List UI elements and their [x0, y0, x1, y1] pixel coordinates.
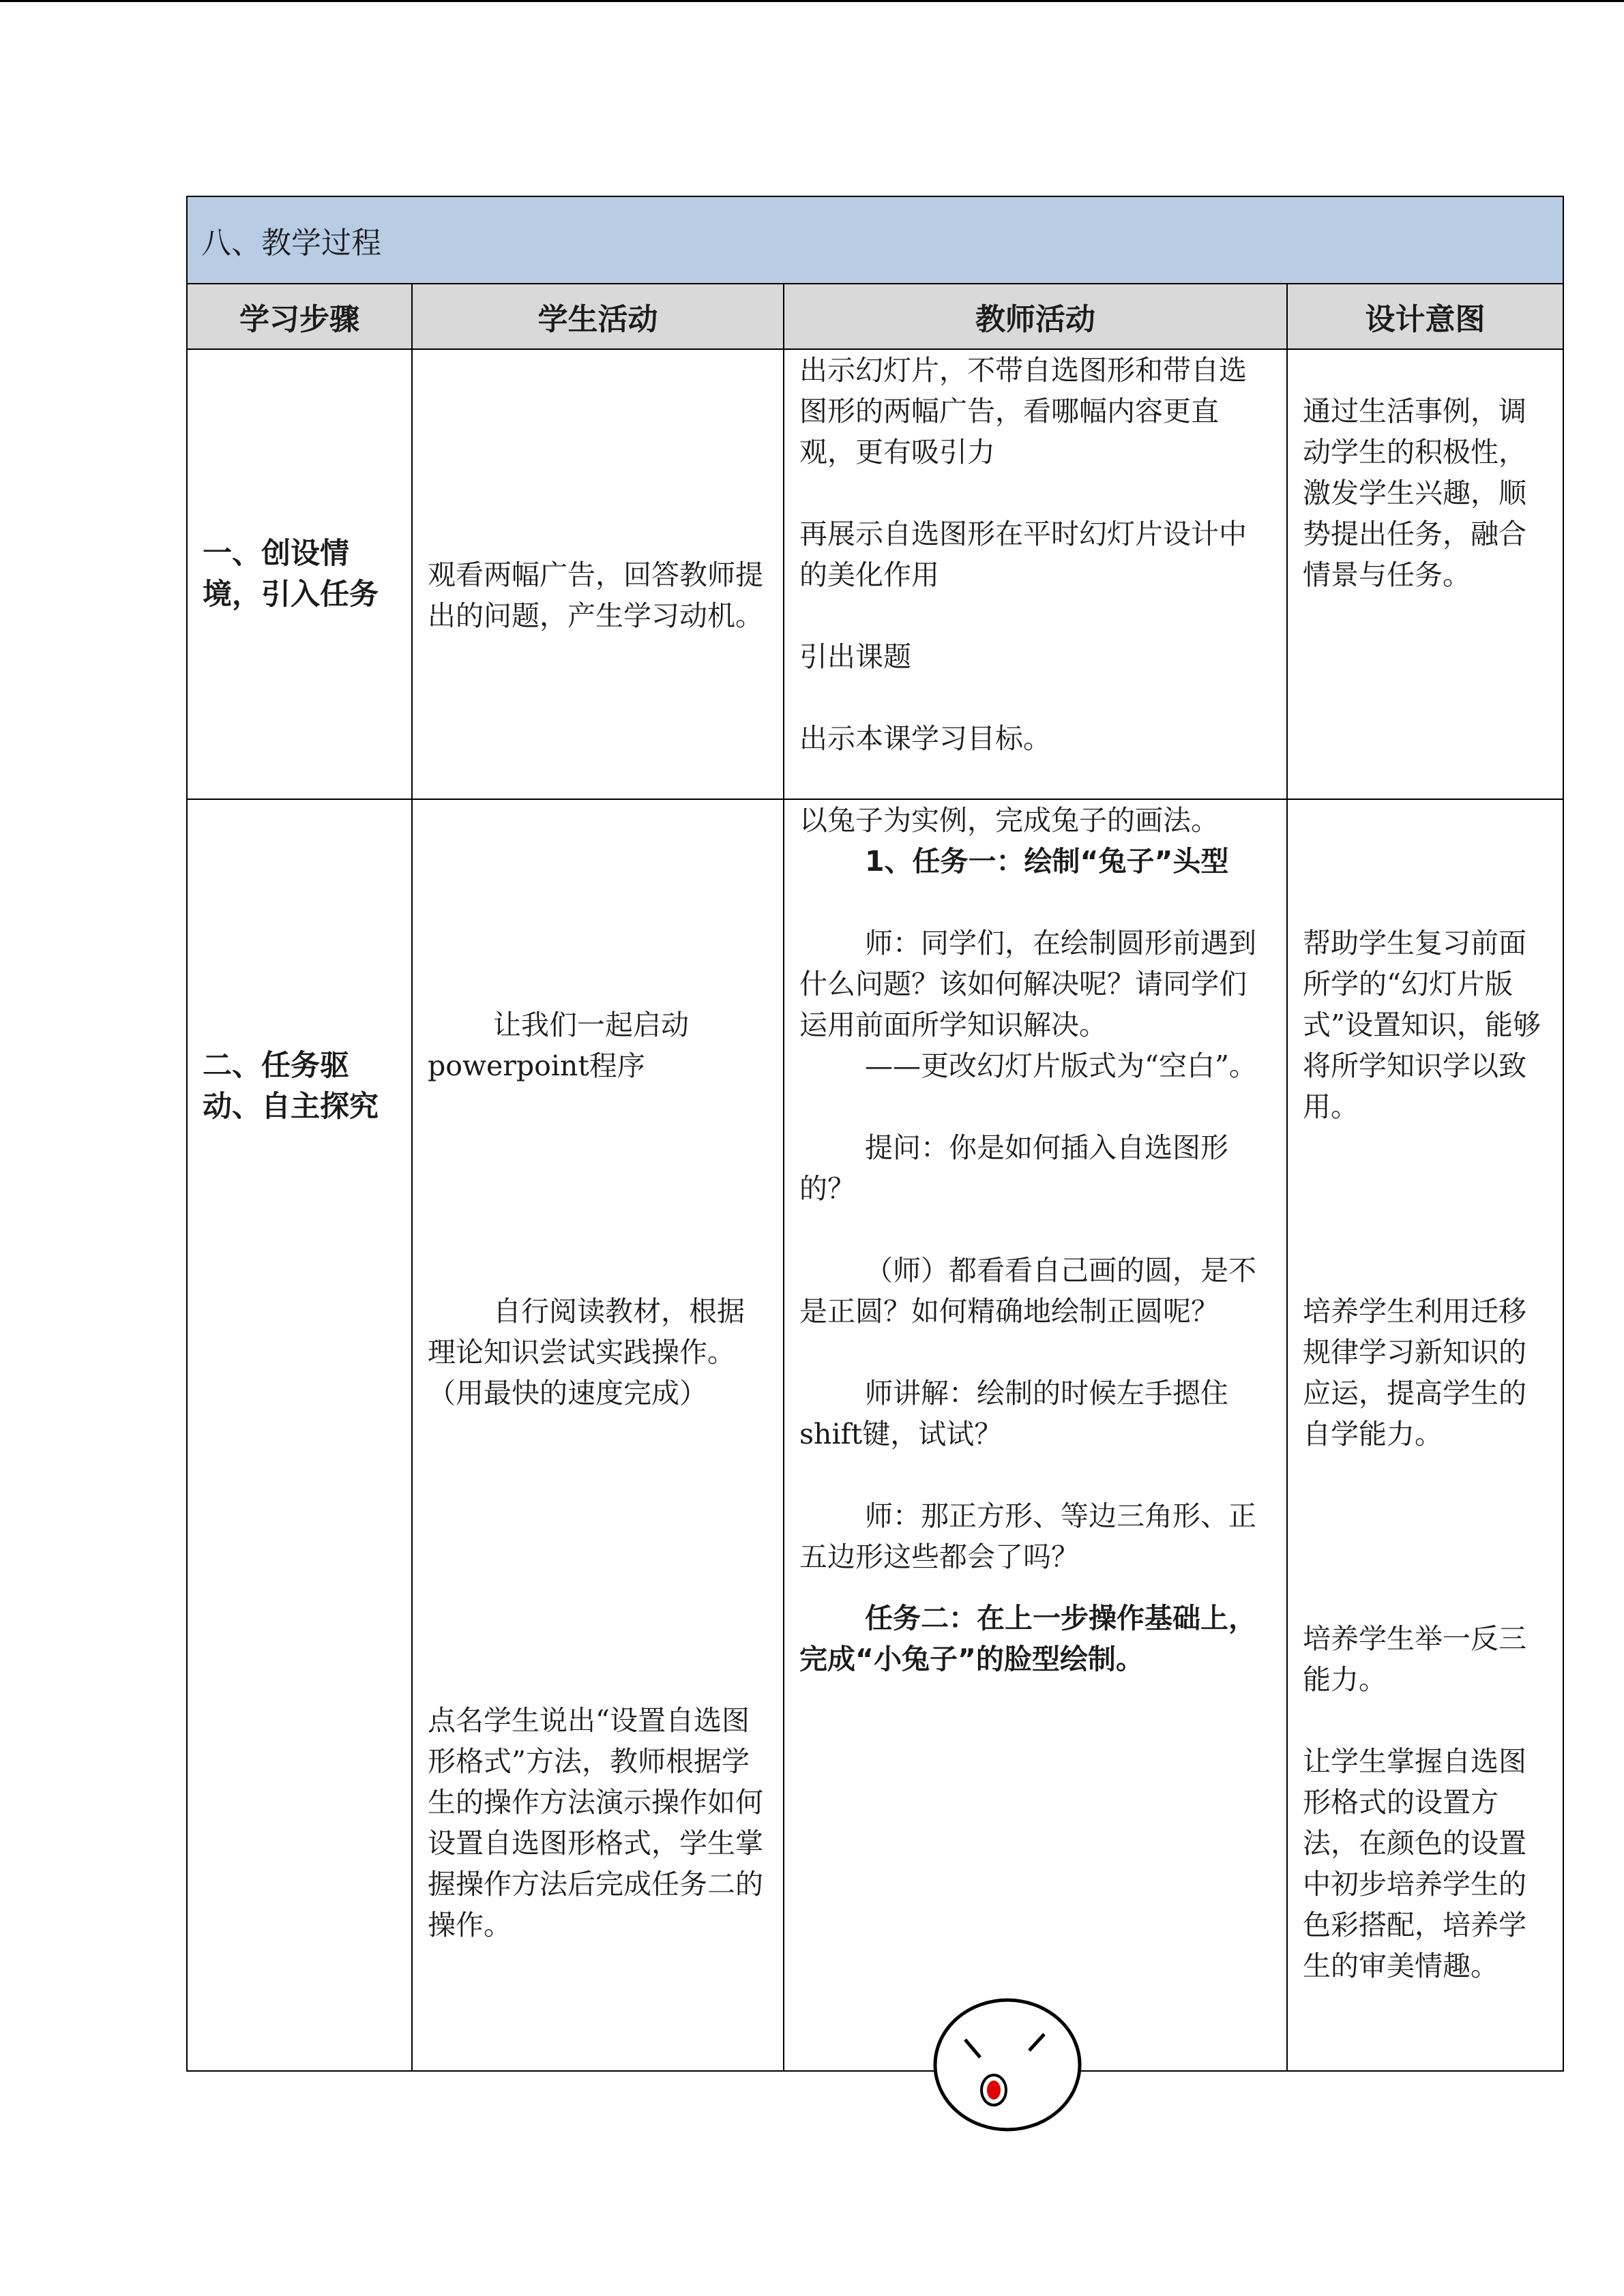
teacher-cell [784, 799, 1287, 2071]
teacher-text: 提问：你是如何插入自选图形的？ [799, 1131, 1228, 1205]
teacher-text: 师：那正方形、等边三角形、正五边形这些都会了吗？ [799, 1500, 1256, 1573]
mouth-fill [987, 2081, 1001, 2100]
teacher-text: 师讲解：绘制的时候左手摁住shift键，试试？ [799, 1377, 1228, 1450]
table-row [187, 799, 1563, 2071]
step-cell [187, 349, 412, 799]
col-header-student: 学生活动 [412, 284, 784, 349]
intent-text: 通过生活事例，调动学生的积极性，激发学生兴趣，顺势提出任务，融合情景与任务。 [1303, 395, 1526, 591]
student-text: 观看两幅广告，回答教师提出的问题，产生学习动机。 [428, 558, 763, 632]
student-text: 点名学生说出“设置自选图形格式”方法，教师根据学生的操作方法演示操作如何设置自选图形格式，学生掌握操作方法后完成任务二的操作。 [428, 1704, 763, 1941]
page-top-border [0, 0, 1624, 2]
task-two-title: 任务二：在上一步操作基础上，完成“小兔子”的脸型绘制。 [799, 1602, 1256, 1675]
teaching-process-table [186, 196, 1564, 2072]
step-label: 二、任务驱动、自主探究 [203, 1049, 379, 1124]
section-title: 八、教学过程 [187, 196, 1563, 284]
step-label: 一、创设情境，引入任务 [203, 537, 379, 612]
intent-text: 让学生掌握自选图形格式的设置方法，在颜色的设置中初步培养学生的色彩搭配，培养学生的审美情趣。 [1303, 1745, 1526, 1982]
teacher-text: 师：同学们，在绘制圆形前遇到什么问题？该如何解决呢？请同学们运用前面所学知识解决。 [799, 927, 1256, 1041]
teacher-text: 出示幻灯片，不带自选图形和带自选图形的两幅广告，看哪幅内容更直观，更有吸引力 [799, 354, 1247, 468]
face-outline [935, 2000, 1080, 2130]
step-cell [187, 799, 412, 2071]
teacher-text: 出示本课学习目标。 [799, 722, 1051, 755]
intent-text: 帮助学生复习前面所学的“幻灯片版式”设置知识，能够将所学知识学以致用。 [1303, 927, 1541, 1123]
col-header-step: 学习步骤 [187, 284, 412, 349]
student-text: 让我们一起启动powerpoint程序 [428, 1009, 689, 1082]
student-cell [412, 349, 784, 799]
student-cell [412, 799, 784, 2071]
table-row [187, 349, 1563, 799]
student-text: 自行阅读教材，根据理论知识尝试实践操作。（用最快的速度完成） [428, 1295, 745, 1410]
teacher-cell [784, 349, 1287, 799]
teacher-text: （师）都看看自己画的圆，是不是正圆？如何精确地绘制正圆呢？ [799, 1254, 1256, 1328]
intent-text: 培养学生举一反三能力。 [1303, 1622, 1526, 1696]
teacher-text: 以兔子为实例，完成兔子的画法。 [799, 804, 1219, 837]
teacher-text: ——更改幻灯片版式为“空白”。 [865, 1049, 1257, 1082]
col-header-intent: 设计意图 [1287, 284, 1563, 349]
intent-text: 培养学生利用迁移规律学习新知识的应运，提高学生的自学能力。 [1303, 1295, 1526, 1450]
col-header-teacher: 教师活动 [784, 284, 1287, 349]
rabbit-face-drawing [926, 1993, 1089, 2136]
task-one-title: 1、任务一：绘制“兔子”头型 [865, 845, 1229, 878]
teacher-text: 再展示自选图形在平时幻灯片设计中的美化作用 [799, 518, 1247, 591]
intent-cell [1287, 349, 1563, 799]
teacher-text: 引出课题 [799, 640, 911, 673]
intent-cell [1287, 799, 1563, 2071]
